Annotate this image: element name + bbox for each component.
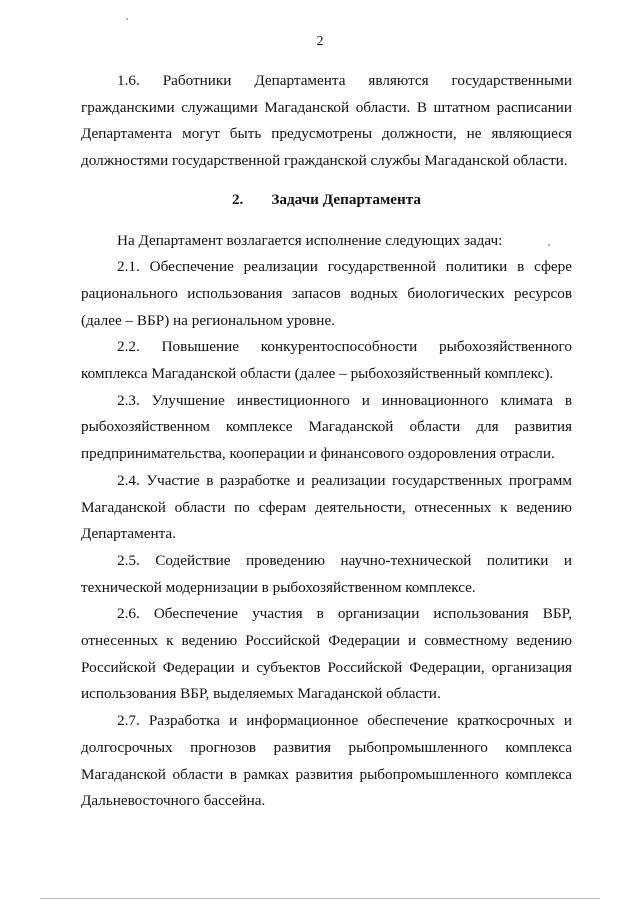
task-2-2: 2.2. Повышение конкурентоспособности рыбохозяйственного комплекса Магаданской области (далее – рыбохозяйственный комплекс). bbox=[81, 338, 572, 383]
task-2-6: 2.6. Обеспечение участия в организации использования ВБР, отнесенных к ведению Российской Федерации и совместному ведению Российской Федерации и субъектов Российской Федерации, организация использования ВБР, выделяемых Магаданской области. bbox=[81, 605, 572, 703]
section-number: 2. bbox=[231, 190, 244, 208]
task-2-7: 2.7. Разработка и информационное обеспечение краткосрочных и долгосрочных прогнозов развития рыбопромышленного комплекса Магаданской области в рамках развития рыбопромышленного комплекса Дальневосточного бассейна. bbox=[81, 712, 572, 810]
section-heading bbox=[81, 187, 572, 214]
scan-speck bbox=[126, 18, 128, 20]
task-2-3: 2.3. Улучшение инвестиционного и инновационного климата в рыбохозяйственном комплексе Магаданской области для развития предпринимательства, кооперации и финансового оздоровления отрасли. bbox=[81, 391, 572, 463]
task-2-1: 2.1. Обеспечение реализации государственной политики в сфере рационального использования запасов водных биологических ресурсов (далее – ВБР) на региональном уровне. bbox=[81, 258, 572, 329]
paragraph-1-6: 1.6. Работники Департамента являются государственными гражданскими служащими Магаданской области. В штатном расписании Департамента могут быть предусмотрены должности, не являющиеся должностями государственной гражданской службы Магаданской области. bbox=[81, 72, 572, 170]
scan-speck bbox=[548, 244, 550, 246]
scan-artifact-line bbox=[40, 898, 600, 899]
page-number: 2 bbox=[316, 34, 324, 49]
task-2-4: 2.4. Участие в разработке и реализации государственных программ Магаданской области по сферам деятельности, отнесенных к ведению Департамента. bbox=[81, 471, 572, 543]
document-body bbox=[81, 68, 572, 815]
section-title: Задачи Департамента bbox=[271, 190, 422, 208]
tasks-intro: На Департамент возлагается исполнение следующих задач: bbox=[117, 231, 503, 249]
task-2-5: 2.5. Содействие проведению научно-технической политики и технической модернизации в рыбохозяйственном комплексе. bbox=[81, 551, 572, 596]
